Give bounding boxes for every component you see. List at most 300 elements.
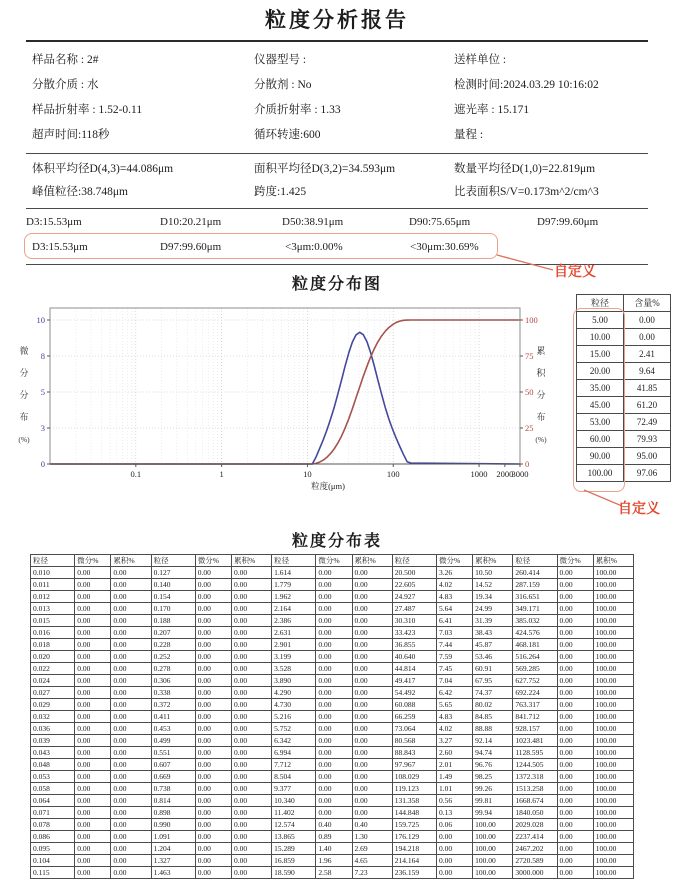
side-table-cell: 95.00 <box>624 448 671 465</box>
dist-table-cell: 100.00 <box>593 627 633 639</box>
dist-table-cell: 0.00 <box>231 783 271 795</box>
dist-table-cell: 0.00 <box>316 639 352 651</box>
dist-table-cell: 80.02 <box>473 699 513 711</box>
avg-specific-surface: 比表面积S/V=0.173m^2/cm^3 <box>454 186 599 198</box>
dist-table-cell: 1513.258 <box>513 783 557 795</box>
dist-table-cell: 99.94 <box>473 807 513 819</box>
dist-table-cell: 0.00 <box>557 843 593 855</box>
dist-table-cell: 0.00 <box>557 819 593 831</box>
dist-table-cell: 2.631 <box>272 627 316 639</box>
svg-text:3: 3 <box>40 423 45 433</box>
dist-table-cell: 0.00 <box>195 771 231 783</box>
dist-table-cell: 0.00 <box>436 867 472 879</box>
dist-table-cell: 0.228 <box>151 639 195 651</box>
dist-table-cell: 6.41 <box>436 615 472 627</box>
svg-text:100: 100 <box>525 315 538 325</box>
dist-table-cell: 692.224 <box>513 687 557 699</box>
dist-table-cell: 0.00 <box>352 567 392 579</box>
dist-table-cell: 0.00 <box>111 639 151 651</box>
dist-table-cell: 0.00 <box>75 795 111 807</box>
dist-table-cell: 0.00 <box>111 711 151 723</box>
dist-table-cell: 236.159 <box>392 867 436 879</box>
dist-table-cell: 0.00 <box>231 603 271 615</box>
dist-table-cell: 0.898 <box>151 807 195 819</box>
dist-table-cell: 0.00 <box>195 807 231 819</box>
dist-table-cell: 0.00 <box>352 711 392 723</box>
dist-table-cell: 5.216 <box>272 711 316 723</box>
dist-table-cell: 0.00 <box>111 795 151 807</box>
dist-table-cell: 0.095 <box>31 843 75 855</box>
dist-table-cell: 0.00 <box>195 639 231 651</box>
dist-table-cell: 0.00 <box>352 735 392 747</box>
dist-table-cell: 0.024 <box>31 675 75 687</box>
dist-table-cell: 0.011 <box>31 579 75 591</box>
dist-table-cell: 3.528 <box>272 663 316 675</box>
dist-table-row <box>31 615 634 627</box>
dist-table-cell: 0.00 <box>75 735 111 747</box>
dist-table-cell: 0.00 <box>195 699 231 711</box>
dist-table-cell: 0.032 <box>31 711 75 723</box>
distribution-table <box>30 554 634 879</box>
dist-table-cell: 98.25 <box>473 771 513 783</box>
dist-table-cell: 0.00 <box>231 819 271 831</box>
dist-table-cell: 100.00 <box>593 831 633 843</box>
dist-table-cell: 0.104 <box>31 855 75 867</box>
dist-table-cell: 0.00 <box>195 687 231 699</box>
dist-table-cell: 0.00 <box>111 663 151 675</box>
custom-d97-value: D97:99.60μm <box>160 241 222 253</box>
dist-table-cell: 385.032 <box>513 615 557 627</box>
dist-table-cell: 4.83 <box>436 591 472 603</box>
dist-table-cell: 0.00 <box>316 591 352 603</box>
dist-table-cell: 0.00 <box>352 591 392 603</box>
dist-table-cell: 0.00 <box>75 567 111 579</box>
dist-table-cell: 0.372 <box>151 699 195 711</box>
dist-table-cell: 100.00 <box>593 759 633 771</box>
dist-table-cell: 67.95 <box>473 675 513 687</box>
dist-table-cell: 0.015 <box>31 615 75 627</box>
dist-table-cell: 0.00 <box>557 747 593 759</box>
dist-table-row <box>31 735 634 747</box>
dist-table-cell: 0.00 <box>111 687 151 699</box>
dist-table-cell: 0.00 <box>195 603 231 615</box>
dist-table-cell: 24.99 <box>473 603 513 615</box>
dist-table-cell: 0.00 <box>316 735 352 747</box>
dist-table-cell: 0.127 <box>151 567 195 579</box>
side-table-cell: 100.00 <box>577 465 624 482</box>
dist-table-cell: 0.814 <box>151 795 195 807</box>
dist-table-cell: 0.00 <box>75 675 111 687</box>
dist-table-cell: 0.00 <box>316 651 352 663</box>
dist-table-row <box>31 855 634 867</box>
dist-table-cell: 3.199 <box>272 651 316 663</box>
dist-table-row <box>31 699 634 711</box>
dist-table-cell: 100.00 <box>593 747 633 759</box>
dist-table-cell: 0.00 <box>111 819 151 831</box>
dist-table-cell: 0.00 <box>231 735 271 747</box>
side-table-cell: 0.00 <box>624 312 671 329</box>
dist-table-cell: 100.00 <box>473 843 513 855</box>
dist-table-cell: 0.00 <box>557 687 593 699</box>
dist-table-cell: 0.00 <box>352 579 392 591</box>
dist-table-cell: 2467.202 <box>513 843 557 855</box>
dist-table-cell: 7.59 <box>436 651 472 663</box>
side-table-header-size: 粒径 <box>577 295 624 312</box>
dist-table-cell: 0.00 <box>111 735 151 747</box>
side-table-cell: 79.93 <box>624 431 671 448</box>
side-table-cell: 41.85 <box>624 380 671 397</box>
dist-table-cell: 0.06 <box>436 819 472 831</box>
dist-table-cell: 0.00 <box>231 759 271 771</box>
dist-table-cell: 0.00 <box>195 723 231 735</box>
side-table-cell: 0.00 <box>624 329 671 346</box>
dist-table-cell: 0.00 <box>75 759 111 771</box>
dist-table-cell: 0.00 <box>557 699 593 711</box>
side-table-cell: 15.00 <box>577 346 624 363</box>
dist-table-cell: 40.640 <box>392 651 436 663</box>
svg-text:0: 0 <box>40 459 45 469</box>
svg-text:10: 10 <box>303 469 312 479</box>
dist-table-cell: 0.338 <box>151 687 195 699</box>
dist-table-header-cell: 粒径 <box>151 555 195 567</box>
dist-table-cell: 38.43 <box>473 627 513 639</box>
dist-table-cell: 94.74 <box>473 747 513 759</box>
dist-table-cell: 20.500 <box>392 567 436 579</box>
dist-table-cell: 100.00 <box>593 663 633 675</box>
svg-text:5: 5 <box>40 387 45 397</box>
dist-table-cell: 60.088 <box>392 699 436 711</box>
dist-table-cell: 0.154 <box>151 591 195 603</box>
dist-table-header-cell: 累积% <box>473 555 513 567</box>
svg-text:2000: 2000 <box>496 469 514 479</box>
dist-table-cell: 100.00 <box>473 831 513 843</box>
dist-table-cell: 3.27 <box>436 735 472 747</box>
info-dispersion-medium: 分散介质 : 水 <box>32 79 99 91</box>
dist-table-cell: 100.00 <box>593 735 633 747</box>
info-circulation-speed: 循环转速:600 <box>254 129 321 141</box>
dist-table-cell: 0.00 <box>195 567 231 579</box>
dist-table-cell: 260.414 <box>513 567 557 579</box>
dist-table-cell: 0.00 <box>557 675 593 687</box>
dist-table-cell: 0.738 <box>151 783 195 795</box>
dist-table-cell: 100.00 <box>593 687 633 699</box>
dist-table-cell: 0.00 <box>352 615 392 627</box>
dist-table-cell: 159.725 <box>392 819 436 831</box>
dist-table-cell: 1023.481 <box>513 735 557 747</box>
side-table-cell: 9.64 <box>624 363 671 380</box>
dist-table-cell: 0.00 <box>195 651 231 663</box>
dist-table-cell: 31.39 <box>473 615 513 627</box>
dist-table-cell: 0.00 <box>231 843 271 855</box>
side-table-cell: 35.00 <box>577 380 624 397</box>
dist-table-cell: 0.00 <box>557 855 593 867</box>
dist-table-cell: 100.00 <box>593 603 633 615</box>
dist-table-cell: 0.016 <box>31 627 75 639</box>
dist-table-cell: 0.00 <box>195 795 231 807</box>
dist-table-cell: 0.00 <box>111 627 151 639</box>
dist-table-cell: 100.00 <box>593 591 633 603</box>
dist-table-cell: 0.00 <box>352 675 392 687</box>
dist-table-cell: 0.039 <box>31 735 75 747</box>
dist-table-cell: 0.00 <box>75 783 111 795</box>
dist-table-cell: 100.00 <box>593 579 633 591</box>
dist-table-cell: 0.00 <box>111 567 151 579</box>
dist-table-cell: 0.00 <box>352 783 392 795</box>
dist-table-cell: 0.00 <box>75 771 111 783</box>
dist-table-cell: 5.65 <box>436 699 472 711</box>
dist-table-cell: 0.188 <box>151 615 195 627</box>
dist-table-cell: 0.00 <box>195 591 231 603</box>
dist-table-row <box>31 651 634 663</box>
dist-table-cell: 176.129 <box>392 831 436 843</box>
dist-table-cell: 0.00 <box>557 735 593 747</box>
custom-highlight-box <box>24 233 498 259</box>
dist-table-cell: 0.00 <box>436 855 472 867</box>
dist-table-row <box>31 843 634 855</box>
dist-table-cell: 0.00 <box>231 807 271 819</box>
dist-table-cell: 54.492 <box>392 687 436 699</box>
dist-table-cell: 0.00 <box>316 675 352 687</box>
d50-value: D50:38.91μm <box>282 216 344 228</box>
dist-table-cell: 1.01 <box>436 783 472 795</box>
dist-table-cell: 0.018 <box>31 639 75 651</box>
dist-table-cell: 0.00 <box>75 627 111 639</box>
svg-text:100: 100 <box>386 469 400 479</box>
dist-table-cell: 100.00 <box>593 723 633 735</box>
dist-table-cell: 100.00 <box>473 867 513 879</box>
dist-table-cell: 88.88 <box>473 723 513 735</box>
dist-table-cell: 0.00 <box>316 567 352 579</box>
dist-table-cell: 119.123 <box>392 783 436 795</box>
dist-table-cell: 2.901 <box>272 639 316 651</box>
dist-table-cell: 0.00 <box>75 687 111 699</box>
dist-table-cell: 4.290 <box>272 687 316 699</box>
svg-text:0.1: 0.1 <box>130 469 142 479</box>
dist-table-row <box>31 723 634 735</box>
dist-table-cell: 194.218 <box>392 843 436 855</box>
dist-table-cell: 100.00 <box>593 843 633 855</box>
side-panel <box>576 294 674 517</box>
dist-table-cell: 96.76 <box>473 759 513 771</box>
dist-table-cell: 14.52 <box>473 579 513 591</box>
dist-table-row <box>31 771 634 783</box>
dist-table-cell: 0.00 <box>195 663 231 675</box>
dist-table-cell: 0.00 <box>316 615 352 627</box>
dist-table-cell: 100.00 <box>593 795 633 807</box>
custom-lt3-value: <3μm:0.00% <box>285 241 343 253</box>
dist-table-cell: 100.00 <box>593 651 633 663</box>
dist-table-cell: 0.00 <box>195 831 231 843</box>
svg-text:25: 25 <box>525 423 534 433</box>
dist-table-cell: 0.00 <box>111 651 151 663</box>
dist-table-cell: 468.181 <box>513 639 557 651</box>
dist-table-cell: 0.00 <box>231 615 271 627</box>
dist-table-cell: 131.358 <box>392 795 436 807</box>
dist-table-cell: 1.204 <box>151 843 195 855</box>
dist-table-cell: 928.157 <box>513 723 557 735</box>
dist-table-cell: 0.029 <box>31 699 75 711</box>
dist-table-header-cell: 粒径 <box>31 555 75 567</box>
dist-table-cell: 0.00 <box>352 687 392 699</box>
dist-table-cell: 27.487 <box>392 603 436 615</box>
dist-table-cell: 100.00 <box>593 639 633 651</box>
dist-table-cell: 0.140 <box>151 579 195 591</box>
dist-table-row <box>31 747 634 759</box>
dist-table-cell: 6.342 <box>272 735 316 747</box>
dist-table-cell: 0.00 <box>436 831 472 843</box>
dist-table-cell: 0.00 <box>231 699 271 711</box>
dist-table-header-cell: 微分% <box>316 555 352 567</box>
dist-table-row <box>31 867 634 879</box>
dist-table-cell: 5.64 <box>436 603 472 615</box>
dist-table-cell: 100.00 <box>593 771 633 783</box>
dist-table-cell: 0.00 <box>195 675 231 687</box>
dist-table-cell: 1.96 <box>316 855 352 867</box>
dist-table-cell: 60.91 <box>473 663 513 675</box>
dist-table-header-cell: 粒径 <box>513 555 557 567</box>
dist-table-cell: 0.00 <box>352 699 392 711</box>
dist-table-cell: 0.499 <box>151 735 195 747</box>
dist-table-cell: 0.00 <box>111 831 151 843</box>
info-obscuration: 遮光率 : 15.171 <box>454 104 530 116</box>
dist-table-cell: 0.00 <box>111 771 151 783</box>
side-table-cell: 5.00 <box>577 312 624 329</box>
dist-table-cell: 7.04 <box>436 675 472 687</box>
dist-table-cell: 97.967 <box>392 759 436 771</box>
dist-table-cell: 1.327 <box>151 855 195 867</box>
dist-table-cell: 0.00 <box>557 771 593 783</box>
report-page <box>0 4 674 879</box>
avg-area-mean: 面积平均径D(3,2)=34.593μm <box>254 163 396 175</box>
info-dispersant: 分散剂 : No <box>254 79 312 91</box>
custom-lt30-value: <30μm:30.69% <box>410 241 479 253</box>
dist-table-cell: 0.00 <box>557 567 593 579</box>
avg-peak-size: 峰值粒径:38.748μm <box>32 186 128 198</box>
dist-table-cell: 0.00 <box>231 567 271 579</box>
dist-table-cell: 0.086 <box>31 831 75 843</box>
svg-text:微: 微 <box>19 346 29 356</box>
dist-table-header-cell: 微分% <box>75 555 111 567</box>
side-annotation-label: 自定义 <box>618 502 660 517</box>
dist-table-cell: 0.00 <box>195 747 231 759</box>
dist-table-cell: 0.00 <box>352 663 392 675</box>
dist-table-cell: 0.40 <box>352 819 392 831</box>
dist-table-header-cell: 微分% <box>195 555 231 567</box>
dist-table-cell: 763.317 <box>513 699 557 711</box>
dist-table-cell: 0.00 <box>316 723 352 735</box>
dist-table-cell: 0.071 <box>31 807 75 819</box>
dist-table-cell: 100.00 <box>593 819 633 831</box>
svg-text:1: 1 <box>219 469 224 479</box>
dist-table-cell: 100.00 <box>593 807 633 819</box>
dist-table-cell: 3.890 <box>272 675 316 687</box>
dist-table-cell: 0.551 <box>151 747 195 759</box>
dist-table-cell: 4.65 <box>352 855 392 867</box>
dist-table-cell: 0.00 <box>195 819 231 831</box>
dist-table-cell: 0.00 <box>111 867 151 879</box>
dist-table-cell: 0.00 <box>75 831 111 843</box>
dist-table-row <box>31 711 634 723</box>
dist-table-cell: 100.00 <box>593 855 633 867</box>
dist-table-cell: 144.848 <box>392 807 436 819</box>
dist-table-cell: 2237.414 <box>513 831 557 843</box>
dist-table-cell: 49.417 <box>392 675 436 687</box>
dist-table-cell: 0.00 <box>231 723 271 735</box>
dist-table-cell: 100.00 <box>473 819 513 831</box>
d90-value: D90:75.65μm <box>409 216 471 228</box>
dist-table-cell: 0.00 <box>231 639 271 651</box>
dist-table-cell: 0.00 <box>195 867 231 879</box>
svg-text:积: 积 <box>536 368 546 378</box>
dist-table-cell: 0.00 <box>316 783 352 795</box>
dist-table-cell: 0.00 <box>352 795 392 807</box>
dist-table-cell: 0.00 <box>111 615 151 627</box>
avg-volume-mean: 体积平均径D(4,3)=44.086μm <box>32 163 174 175</box>
dist-table-cell: 74.37 <box>473 687 513 699</box>
dist-table-row <box>31 687 634 699</box>
dist-table-header-cell: 累积% <box>231 555 271 567</box>
dist-table-cell: 13.865 <box>272 831 316 843</box>
dist-table-cell: 0.00 <box>75 855 111 867</box>
dist-table-cell: 0.00 <box>352 639 392 651</box>
dist-table-cell: 0.00 <box>352 759 392 771</box>
dist-table-cell: 100.00 <box>593 867 633 879</box>
svg-text:50: 50 <box>525 387 534 397</box>
dist-table-cell: 0.00 <box>75 807 111 819</box>
dist-table-cell: 1.962 <box>272 591 316 603</box>
dist-table-cell: 84.85 <box>473 711 513 723</box>
svg-text:分: 分 <box>19 368 29 378</box>
dist-table-cell: 1668.674 <box>513 795 557 807</box>
report-title: 粒度分析报告 <box>265 8 409 32</box>
dist-table-cell: 0.00 <box>316 579 352 591</box>
dist-table-row <box>31 627 634 639</box>
custom-d3-value: D3:15.53μm <box>32 241 88 253</box>
dist-table-cell: 0.00 <box>557 663 593 675</box>
d-values-row <box>26 213 648 231</box>
dist-table-cell: 1.614 <box>272 567 316 579</box>
dist-table-header-cell: 累积% <box>352 555 392 567</box>
dist-table-cell: 0.00 <box>75 651 111 663</box>
dist-table-cell: 0.00 <box>352 723 392 735</box>
chart-section-title: 粒度分布图 <box>291 276 382 293</box>
dist-table-cell: 53.46 <box>473 651 513 663</box>
side-table-cell: 20.00 <box>577 363 624 380</box>
table-section-title: 粒度分布表 <box>291 533 382 550</box>
dist-table-cell: 6.994 <box>272 747 316 759</box>
dist-table-cell: 349.171 <box>513 603 557 615</box>
dist-table-cell: 214.164 <box>392 855 436 867</box>
svg-text:3000: 3000 <box>511 469 529 479</box>
dist-table-cell: 0.00 <box>231 591 271 603</box>
dist-table-cell: 0.00 <box>352 747 392 759</box>
svg-text:分: 分 <box>19 390 29 400</box>
dist-table-cell: 0.411 <box>151 711 195 723</box>
dist-table-row <box>31 579 634 591</box>
dist-table-header-cell: 累积% <box>111 555 151 567</box>
dist-table-cell: 2.69 <box>352 843 392 855</box>
dist-table-cell: 2029.028 <box>513 819 557 831</box>
dist-table-cell: 0.00 <box>316 603 352 615</box>
dist-table-cell: 0.00 <box>352 627 392 639</box>
avg-span: 跨度:1.425 <box>254 186 307 198</box>
side-table-cell: 45.00 <box>577 397 624 414</box>
dist-table-cell: 287.159 <box>513 579 557 591</box>
dist-table-cell: 569.285 <box>513 663 557 675</box>
dist-table-cell: 0.00 <box>75 843 111 855</box>
dist-table-cell: 66.259 <box>392 711 436 723</box>
dist-table-cell: 0.00 <box>316 663 352 675</box>
